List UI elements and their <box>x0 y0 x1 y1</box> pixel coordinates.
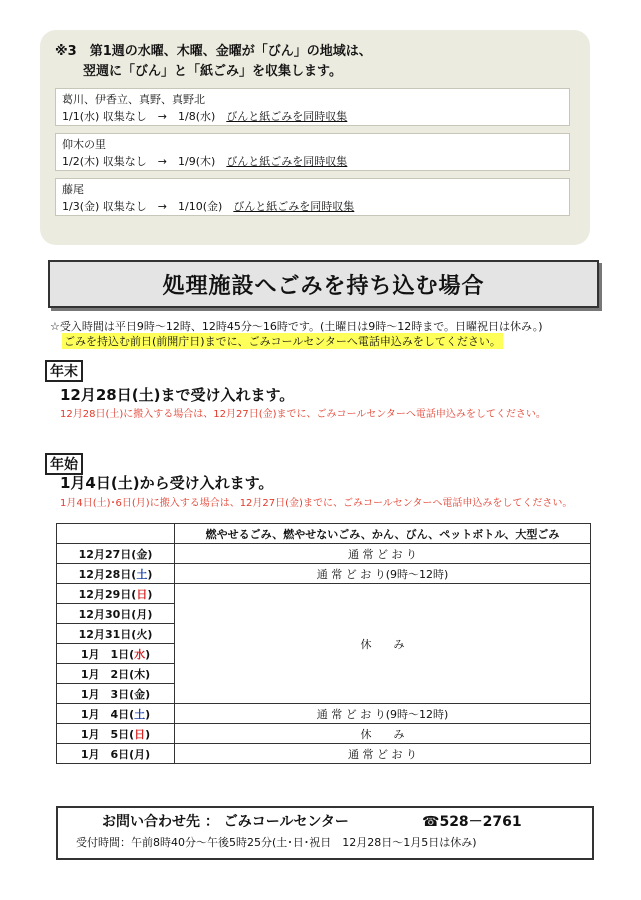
date-cell <box>57 704 175 724</box>
date-close: ) <box>147 547 153 561</box>
weekday: 月 <box>134 747 146 761</box>
area-to: 1/9(木) <box>178 155 216 168</box>
date-close: ) <box>147 587 153 601</box>
header-categories: 燃やせるごみ、燃やせないごみ、かん、びん、ペットボトル、大型ごみ <box>175 524 591 544</box>
header-blank-cell <box>57 524 175 544</box>
date-close: ) <box>145 687 151 701</box>
table-row <box>57 584 591 604</box>
date-text: 1月 5日( <box>80 727 135 741</box>
area-to: 1/8(水) <box>178 110 216 123</box>
date-close: ) <box>145 727 151 741</box>
date-text: 12月29日( <box>78 587 137 601</box>
year-start-tag: 年始 <box>45 453 83 475</box>
schedule-table <box>56 523 591 764</box>
area-schedule <box>62 198 563 215</box>
date-text: 12月30日( <box>78 607 137 621</box>
area-action: びんと紙ごみを同時収集 <box>226 110 348 123</box>
weekday: 水 <box>134 647 146 661</box>
date-cell <box>57 604 175 624</box>
status-cell: 休 み <box>175 724 591 744</box>
date-close: ) <box>147 567 153 581</box>
date-text: 1月 6日( <box>80 747 135 761</box>
date-text: 12月31日( <box>78 627 137 641</box>
weekday: 土 <box>136 567 148 581</box>
advance-call-notice: ごみを持込む前日(前開庁日)までに、ごみコールセンターへ電話申込みをしてください。 <box>64 335 501 348</box>
area-box <box>55 88 570 126</box>
area-box <box>55 133 570 171</box>
date-cell <box>57 724 175 744</box>
date-cell <box>57 584 175 604</box>
table-header-row <box>57 524 591 544</box>
date-text: 1月 4日( <box>80 707 135 721</box>
status-cell: 通 常 ど お り(9時～12時) <box>175 704 591 724</box>
area-from: 1/1(水) 収集なし <box>62 110 147 123</box>
year-start-main: 1月4日(土)から受け入れます。 <box>60 474 274 492</box>
year-end-tag: 年末 <box>45 360 83 382</box>
weekday: 土 <box>134 707 146 721</box>
area-name: 仰木の里 <box>62 138 106 151</box>
date-cell <box>57 624 175 644</box>
date-text: 12月28日( <box>78 567 137 581</box>
table-row <box>57 744 591 764</box>
date-cell <box>57 544 175 564</box>
date-cell <box>57 744 175 764</box>
table-row <box>57 564 591 584</box>
area-from: 1/3(金) 収集なし <box>62 200 147 213</box>
note-mark: ※3 <box>55 44 77 59</box>
area-name: 藤尾 <box>62 183 84 196</box>
weekday: 日 <box>136 587 148 601</box>
status-cell: 通 常 ど お り(9時～12時) <box>175 564 591 584</box>
date-text: 1月 2日( <box>80 667 135 681</box>
date-text: 1月 3日( <box>80 687 135 701</box>
date-text: 12月27日( <box>78 547 137 561</box>
date-close: ) <box>145 667 151 681</box>
note-line1: 第1週の水曜、木曜、金曜が「びん」の地域は、 <box>89 44 372 59</box>
date-cell <box>57 564 175 584</box>
table-row <box>57 704 591 724</box>
area-action: びんと紙ごみを同時収集 <box>226 155 348 168</box>
area-box <box>55 178 570 216</box>
phone-value: 528－2761 <box>439 814 522 830</box>
arrow-icon: → <box>157 155 168 168</box>
weekday: 火 <box>136 627 148 641</box>
date-cell <box>57 664 175 684</box>
area-name: 葛川、伊香立、真野、真野北 <box>62 93 205 106</box>
area-schedule <box>62 108 563 125</box>
contact-hours: 受付時間：午前8時40分～午後5時25分(土･日･祝日 12月28日～1月5日は休み) <box>76 836 477 849</box>
date-cell <box>57 644 175 664</box>
year-end-main: 12月28日(土)まで受け入れます。 <box>60 386 295 404</box>
date-text: 1月 1日( <box>80 647 135 661</box>
date-close: ) <box>145 707 151 721</box>
phone-icon: ☎ <box>422 814 440 830</box>
weekday: 日 <box>134 727 146 741</box>
year-end-note: 12月28日(土)に搬入する場合は、12月27日(金)までに、ごみコールセンターへ電話申込みをしてください。 <box>60 409 546 420</box>
weekday: 木 <box>134 667 146 681</box>
area-schedule <box>62 153 563 170</box>
reception-hours-text: ☆受入時間は平日9時～12時、12時45分～16時です。(土曜日は9時～12時まで。日曜祝日は休み。) <box>50 320 543 333</box>
area-action: びんと紙ごみを同時収集 <box>233 200 355 213</box>
weekday: 月 <box>136 607 148 621</box>
status-cell: 通 常 ど お り <box>175 744 591 764</box>
closed-period-cell: 休 み <box>175 584 591 704</box>
note-line2: 翌週に「びん」と「紙ごみ」を収集します。 <box>83 64 342 79</box>
notice-heading <box>55 42 372 82</box>
arrow-icon: → <box>157 110 168 123</box>
weekday: 金 <box>136 547 148 561</box>
date-close: ) <box>145 647 151 661</box>
date-close: ) <box>147 627 153 641</box>
year-start-note: 1月4日(土)･6日(月)に搬入する場合は、12月27日(金)までに、ごみコールセンターへ電話申込みをしてください。 <box>60 498 573 509</box>
area-to: 1/10(金) <box>178 200 223 213</box>
table-row <box>57 724 591 744</box>
phone-number <box>422 811 522 831</box>
arrow-icon: → <box>157 200 168 213</box>
weekday: 金 <box>134 687 146 701</box>
section-title: 処理施設へごみを持ち込む場合 <box>48 260 599 308</box>
status-cell: 通 常 ど お り <box>175 544 591 564</box>
table-row <box>57 544 591 564</box>
date-close: ) <box>145 747 151 761</box>
area-from: 1/2(木) 収集なし <box>62 155 147 168</box>
date-cell <box>57 684 175 704</box>
date-close: ) <box>147 607 153 621</box>
contact-label: お問い合わせ先 ： ごみコールセンター <box>102 814 349 830</box>
